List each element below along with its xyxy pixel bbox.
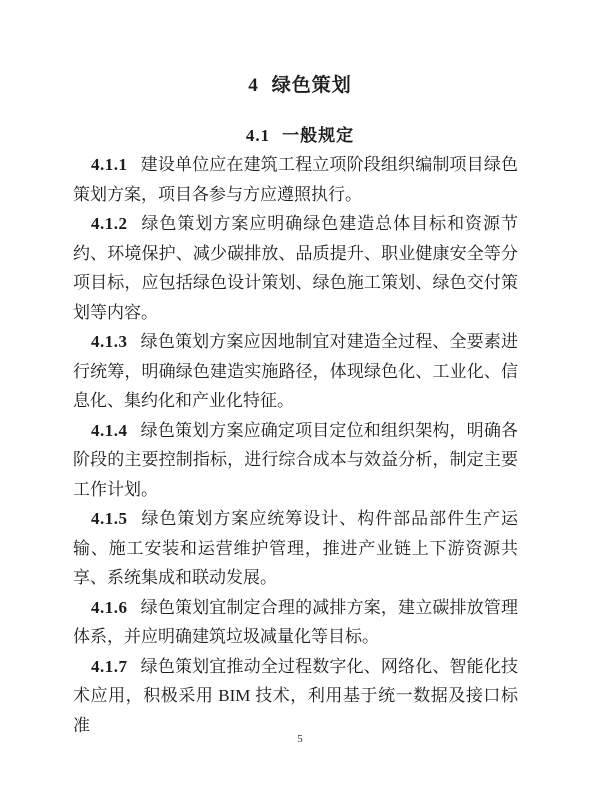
clause-paragraph (73, 416, 518, 505)
clause-paragraph (73, 504, 518, 593)
clause-paragraph (73, 327, 518, 416)
clause-paragraph (73, 593, 518, 652)
clause-number: 4.1.2 (91, 214, 128, 233)
section-heading-text: 一般规定 (282, 126, 355, 145)
chapter-title (0, 70, 600, 97)
chapter-number: 4 (248, 75, 259, 96)
clause-paragraph (73, 150, 518, 209)
chapter-title-text: 绿色策划 (271, 75, 352, 96)
section-heading (0, 121, 600, 146)
clause-text: 绿色策划宜推动全过程数字化、网络化、智能化技术应用，积极采用 BIM 技术，利用基于统一数据及接口标准 (73, 656, 518, 735)
clause-text: 绿色策划方案应统筹设计、构件部品部件生产运输、施工安装和运营维护管理，推进产业链上下游资源共享、系统集成和联动发展。 (73, 509, 518, 587)
clause-text: 绿色策划方案应确定项目定位和组织架构，明确各阶段的主要控制指标，进行综合成本与效益分析，制定主要工作计划。 (73, 420, 518, 499)
clause-number: 4.1.1 (91, 155, 128, 174)
clause-text: 绿色策划方案应明确绿色建造总体目标和资源节约、环境保护、减少碳排放、品质提升、职业健康安全等分项目标，应包括绿色设计策划、绿色施工策划、绿色交付策划等内容。 (73, 214, 518, 322)
body-text (73, 150, 518, 740)
section-number: 4.1 (245, 126, 271, 145)
clause-text: 绿色策划宜制定合理的减排方案，建立碳排放管理体系，并应明确建筑垃圾减量化等目标。 (73, 597, 518, 646)
clause-text: 绿色策划方案应因地制宜对建造全过程、全要素进行统筹，明确绿色建造实施路径，体现绿色化、工业化、信息化、集约化和产业化特征。 (73, 332, 518, 410)
clause-number: 4.1.7 (91, 656, 128, 676)
clause-paragraph (73, 209, 518, 327)
clause-number: 4.1.6 (91, 597, 128, 617)
clause-text: 建设单位应在建筑工程立项阶段组织编制项目绿色策划方案，项目各参与方应遵照执行。 (73, 155, 518, 204)
clause-number: 4.1.5 (91, 509, 128, 528)
page-number: 5 (297, 733, 303, 745)
clause-number: 4.1.4 (91, 420, 128, 440)
clause-paragraph (73, 652, 518, 741)
clause-number: 4.1.3 (91, 332, 128, 351)
